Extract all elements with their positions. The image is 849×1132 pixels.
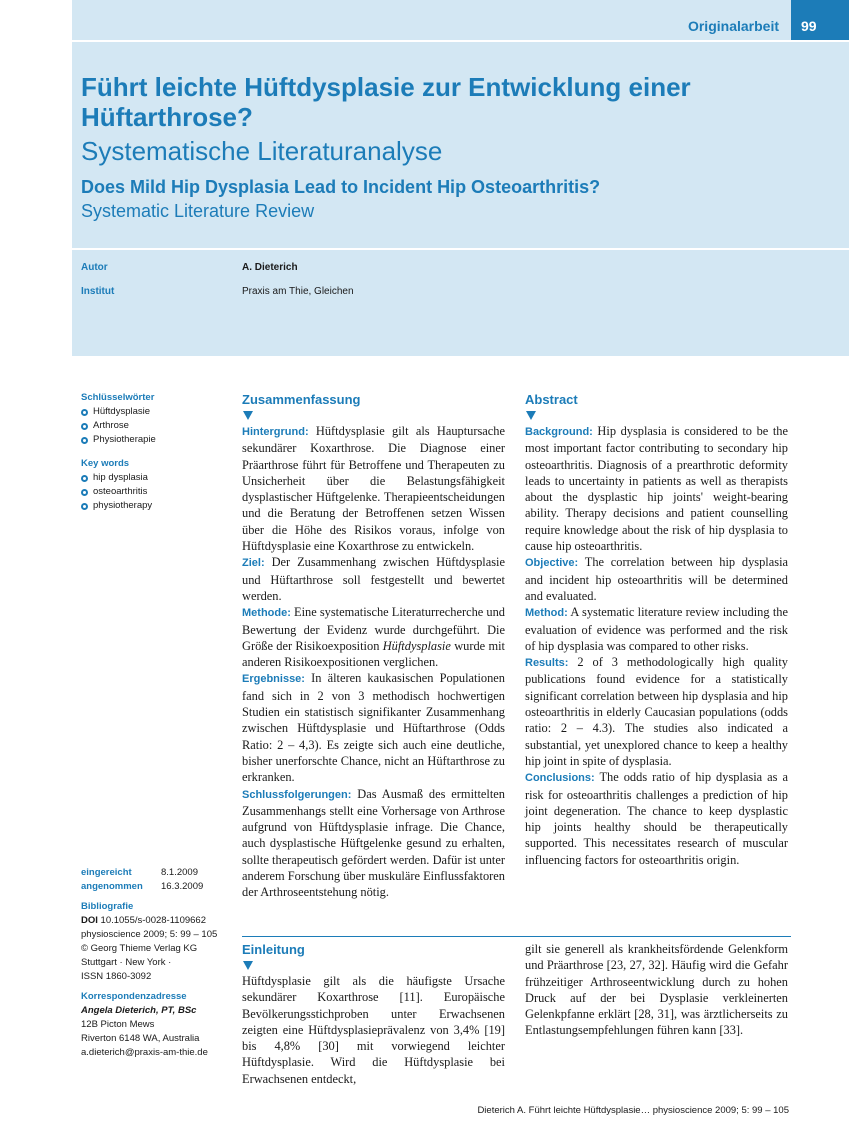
- correspondence-email: a.dieterich@praxis-am-thie.de: [81, 1047, 208, 1058]
- keyword-item: Hüftdysplasie: [81, 405, 231, 419]
- abstract-paragraph: Hintergrund: Hüftdysplasie gilt als Hauptursache sekundärer Koxarthrose. Die Diagnose einer Präarthrose führt für Betroffene und Therapeuten zu Unsicherheit über die Belastungsfähigkeit dysplastischer Hüftgelenke. Therapieentscheidungen und die Beratung der Betroffenen setzen Wissen über die Höhe des Risikos voraus, infolge von Hüftdysplasie eine Koxarthrose zu entwickeln.: [242, 424, 505, 554]
- bullet-icon: [81, 423, 88, 430]
- bullet-icon: [81, 489, 88, 496]
- keywords-de-heading: Schlüsselwörter: [81, 392, 155, 403]
- accepted-date: 16.3.2009: [161, 881, 204, 892]
- bullet-icon: [81, 437, 88, 444]
- correspondence-line: 12B Picton Mews: [81, 1019, 155, 1030]
- correspondence-heading: Korrespondenzadresse: [81, 991, 187, 1002]
- page-number: 99: [791, 0, 849, 40]
- einleitung-left-column: [242, 941, 505, 1087]
- keyword-item: hip dysplasia: [81, 471, 231, 485]
- received-date: 8.1.2009: [161, 867, 198, 878]
- abstract-paragraph: Schlussfolgerungen: Das Ausmaß des ermittelten Zusammenhangs stellt eine Vorhersage von Arthrose aufgrund von Hüftdysplasie infrage. Die Chance, auch dysplastische Hüftgelenke gesund zu erhalten, sollte therapeutisch gefördert werden. Dafür ist unter anderem Forschung über muskuläre Einflussfaktoren der Arthroseentstehung nötig.: [242, 786, 505, 900]
- section-divider: [242, 936, 791, 937]
- abstract-paragraph: Methode: Eine systematische Literaturrecherche und Bewertung der Evidenz wurde durchgeführt. Die Größe der Risikoexposition Hüftdysplasie wurde mit anderen Risikoexpositionen verglichen.: [242, 605, 505, 670]
- einleitung-right-column: [525, 941, 788, 1039]
- biblio-line: ISSN 1860-3092: [81, 971, 152, 982]
- abstract-paragraph: Ziel: Der Zusammenhang zwischen Hüftdysplasie und Hüftarthrose soll festgestellt und bewertet werden.: [242, 555, 505, 603]
- correspondence-line: Riverton 6148 WA, Australia: [81, 1033, 200, 1044]
- abstract-paragraph: Objective: The correlation between hip dysplasia and incident hip osteoarthritis will be determined and evaluated.: [525, 555, 789, 603]
- triangle-marker-icon: [526, 411, 536, 420]
- bullet-icon: [81, 409, 88, 416]
- abstract-paragraph: Method: A systematic literature review including the evaluation of evidence was performed and the risk of hip dysplasia was compared to other risks.: [525, 605, 788, 653]
- bibliography-box: [81, 866, 231, 1060]
- correspondence-name: Angela Dieterich, PT, BSc: [81, 1005, 197, 1016]
- abstract-paragraph: Ergebnisse: In älteren kaukasischen Populationen fand sich in 2 von 3 methodisch hochwertigen Studien ein statistisch signifikanter Zusammenhang zwischen Hüftdysplasie und Hüftarthrose (Odds Ratio: 2 – 4,3). Es zeigte sich auch eine deutliche, bisher unerforschte Chance, nicht an Hüftarthrose zu erkranken.: [242, 671, 505, 785]
- biblio-line: © Georg Thieme Verlag KG: [81, 943, 198, 954]
- triangle-marker-icon: [243, 961, 253, 970]
- biblio-line: physioscience 2009; 5: 99 – 105: [81, 929, 218, 940]
- body-paragraph: gilt sie generell als krankheitsfördende Gelenkform und Präarthrose [23, 27, 32]. Häufig wird die Gefahr frühzeitiger Arthroseentwicklung durch zu hohen Druck auf der bei Dysplasie verkleinerten Gelenkpfanne erklärt [28, 31], was ärztlicherseits zu Entlastungsempfehlungen führen kann [33].: [525, 942, 788, 1038]
- keywords-en-heading: Key words: [81, 458, 130, 469]
- keyword-item: Physiotherapie: [81, 433, 231, 447]
- bullet-icon: [81, 503, 88, 510]
- doi-value: 10.1055/s-0028-1109662: [100, 915, 207, 926]
- author-name: A. Dieterich: [242, 262, 298, 273]
- doi-label: DOI: [81, 915, 98, 926]
- received-label: eingereicht: [81, 867, 132, 878]
- institute-name: Praxis am Thie, Gleichen: [242, 286, 354, 297]
- article-type-label: Originalarbeit: [687, 18, 779, 34]
- keywords-box: [81, 391, 231, 513]
- title-german: Führt leichte Hüftdysplasie zur Entwicklung einer Hüftarthrose?: [81, 72, 691, 132]
- zusammenfassung-heading: Zusammenfassung: [242, 392, 361, 407]
- abstract-column: [525, 391, 788, 868]
- author-label: Autor: [81, 262, 108, 273]
- subtitle-german: Systematische Literaturanalyse: [81, 136, 443, 166]
- einleitung-heading: Einleitung: [242, 942, 305, 957]
- zusammenfassung-column: [242, 391, 505, 901]
- bibliography-heading: Bibliografie: [81, 901, 134, 912]
- institute-label: Institut: [81, 286, 115, 297]
- keyword-item: Arthrose: [81, 419, 231, 433]
- title-english: Does Mild Hip Dysplasia Lead to Incident Hip Osteoarthritis?: [81, 177, 601, 197]
- abstract-paragraph: Conclusions: The odds ratio of hip dysplasia as a risk for osteoarthritis challenges a prediction of hip joint degeneration. The chance to keep dysplastic hip joints healthy should be therapeutically supported. This necessitates research of muscular influencing factors for osteoarthritis origin.: [525, 770, 789, 867]
- abstract-paragraph: Background: Hip dysplasia is considered to be the most important factor contributing to secondary hip osteoarthritis. Diagnosis of a prearthrotic deformity leads to uncertainty in patients as well as therapists about the dysplastic hip joints' weight-bearing ability. Therapy decisions and patient counselling require knowledge about the risk of hip dysplasia to cause hip osteoarthritis.: [525, 424, 788, 554]
- meta-band: [72, 250, 849, 356]
- keyword-item: physiotherapy: [81, 499, 231, 513]
- triangle-marker-icon: [243, 411, 253, 420]
- abstract-heading: Abstract: [525, 392, 578, 407]
- biblio-line: Stuttgart · New York ·: [81, 957, 172, 968]
- body-paragraph: Hüftdysplasie gilt als die häufigste Ursache sekundärer Koxarthrose [11]. Europäische Bevölkerungsstichproben unter Erwachsenen zeigten eine Hüftdysplasieprävalenz von 3,4% [19] bis 4,8% [30] mit vorwiegend leichter Hüftdysplasie. Wird die Hüftdysplasie bei Erwachsenen entdeckt,: [242, 974, 505, 1086]
- bullet-icon: [81, 475, 88, 482]
- accepted-label: angenommen: [81, 881, 143, 892]
- page-footer: Dieterich A. Führt leichte Hüftdysplasie… physioscience 2009; 5: 99 – 105: [477, 1105, 789, 1116]
- keyword-item: osteoarthritis: [81, 485, 231, 499]
- abstract-paragraph: Results: 2 of 3 methodologically high quality publications found evidence for a statistically significant correlation between hip dysplasia and hip osteoarthritis in elderly Caucasian populations (odds ratio: 2 – 4.3). The studies also indicated a substantial, yet unexplored chance to keep a healthy hip joint in spite of dysplasia.: [525, 655, 788, 768]
- subtitle-english: Systematic Literature Review: [81, 201, 315, 221]
